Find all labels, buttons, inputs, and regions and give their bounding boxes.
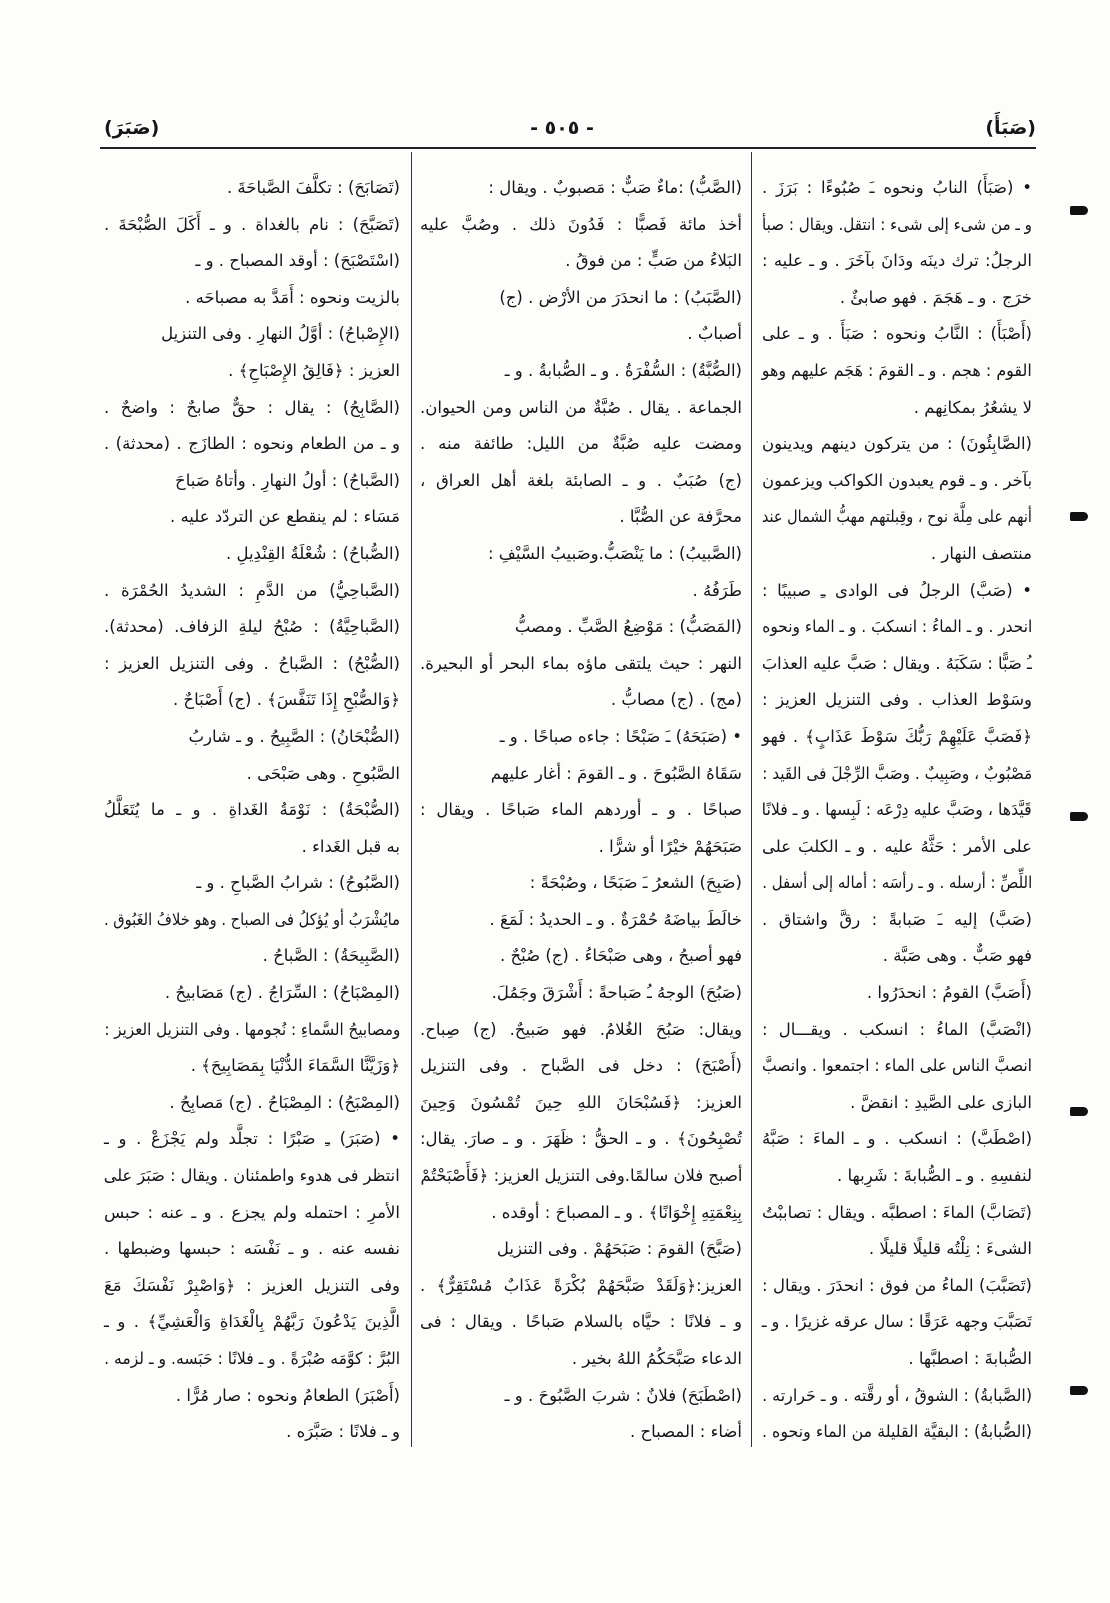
text-line: [420, 975, 742, 1012]
line-text: الصُّبابةَ : اصطبَّها .: [908, 1349, 1032, 1368]
line-text: (الإِصْباحُ) : أوَّلُ النهارِ . وفى التنزيل: [161, 324, 400, 344]
line-text: (أَصْبَأَ) : النَّابُ ونحوه : صَبَأَ . و ـ على: [762, 324, 1032, 344]
line-text: وسَوْط العذاب . وفى التنزيل العزيز :: [762, 690, 1032, 710]
text-line: [762, 829, 1032, 866]
text-line: [420, 1158, 742, 1195]
text-line: [420, 426, 742, 463]
line-text: (الصَّبُوحُ) : شرابُ الصَّباحِ . و ـ: [196, 873, 400, 893]
line-text: (صَبَّ) إليه ـَ صَبابةً : رقَّ واشتاق .: [762, 909, 1032, 929]
line-text: (المَصَبُّ) : مَوْضِعُ الصَّبِّ . ومصبُّ: [514, 617, 742, 637]
text-line: [104, 1231, 400, 1268]
line-text: (ج) صُبَبٌ . و ـ الصابئة بلغة أهل العراق ،: [420, 470, 742, 490]
line-text: بِنِعْمَتِهِ إِخْوَانًا﴾ . و ـ المصباحَ : أوقده .: [491, 1202, 742, 1222]
header-last-entry: (صَبَرَ): [104, 117, 160, 139]
text-line: [762, 1121, 1032, 1158]
text-line: [104, 609, 400, 646]
column-divider: [411, 152, 412, 1447]
text-line: [762, 170, 1032, 207]
line-text: (صَبِحَ) الشعرُ ـَ صَبَحًا ، وصُبْحَةً :: [529, 873, 742, 893]
line-text: (الصَّباحُ) : أولُ النهارِ . وأتاهُ صَباحَ: [175, 470, 400, 490]
text-line: [104, 1195, 400, 1232]
line-text: و ـ من الطعام ونحوه : الطازَج . (محدثة) .: [104, 434, 400, 454]
line-text: ومضت عليه صُبَّةٌ من الليل: طائفة منه .: [420, 434, 742, 454]
text-line: [420, 719, 742, 756]
text-line: [420, 1012, 742, 1049]
text-line: [420, 390, 742, 427]
text-line: [104, 573, 400, 610]
text-line: [104, 1012, 400, 1049]
line-text: البُرَّ : كوَّمَه صُبْرَةً . و ـ فلانًا : حَبَسه. و ـ لزمه .: [104, 1349, 400, 1368]
line-text: على الأمر : حَثَّهُ عليه . و ـ الكلبَ على: [762, 836, 1032, 856]
line-text: سَقَاهُ الصَّبُوحَ . و ـ القومَ : أغار عليهم: [490, 763, 742, 783]
line-text: طَرَفُهُ .: [692, 580, 742, 600]
line-text: تَصَبَّبَ وجهه عَرَقًا : سال عرقه غزيرًا . و ـ: [762, 1312, 1032, 1332]
header-rule: [100, 147, 1036, 149]
line-text: صباحًا . و ـ أوردهم الماء صَباحًا . ويقال :: [420, 800, 742, 820]
text-line: [104, 938, 400, 975]
text-line: [762, 938, 1032, 975]
text-line: [762, 1048, 1032, 1085]
line-text: (اصْطَبَحَ) فلانٌ : شربَ الصَّبُوحَ . و ـ: [504, 1385, 742, 1405]
line-text: الصَّبُوحِ . وهى صَبْحَى .: [246, 763, 400, 783]
text-line: [762, 682, 1032, 719]
text-line: [420, 243, 742, 280]
scan-mark: [1070, 206, 1088, 215]
line-text: خرَج . و ـ هَجَمَ . فهو صابئٌ .: [839, 287, 1032, 307]
text-line: [762, 499, 1032, 536]
text-line: [762, 792, 1032, 829]
text-line: [420, 353, 742, 390]
text-line: [762, 353, 1032, 390]
line-text: (الصَّبابةُ) : الشوقُ ، أو رقَّته . و ـ حَرارته .: [762, 1385, 1032, 1405]
line-text: أخذ مائة فَصبًّا : فَدُونَ ذلك . وصُبَّ عليه: [420, 214, 742, 234]
text-line: [420, 1048, 742, 1085]
text-line: [104, 1304, 400, 1341]
line-text: (أَصْبَرَ) الطعامُ ونحوه : صار مُرًّا .: [175, 1385, 400, 1405]
line-text: • (صَبَحَهُ) ـَ صَبْحًا : جاءه صباحًا . و ـ: [499, 726, 742, 746]
line-text: انحدر . و ـ الماءُ : انسكبَ . و ـ الماء ونحوه: [762, 617, 1032, 637]
line-text: (الصَّباحِيُّ) من الدَّمِ : الشديدُ الحُمْرَة .: [104, 580, 400, 600]
text-line: [420, 646, 742, 683]
text-line: [762, 756, 1032, 793]
line-text: و ـ فلانًا : صَبَّرَه .: [286, 1422, 400, 1442]
text-line: [420, 280, 742, 317]
scan-mark: [1070, 512, 1088, 521]
column-right: [762, 170, 1032, 1451]
line-text: البازى على الصَّيدِ : انقضَّ .: [850, 1092, 1032, 1112]
text-line: [104, 1414, 400, 1451]
line-text: الَّذِينَ يَدْعُونَ رَبَّهُمْ بِالْغَدَاةِ وَالْعَشِيِّ﴾ . و ـ: [104, 1312, 400, 1332]
line-text: مايُشْرَبُ أو يُؤكلُ فى الصباح . وهو خلافُ الغَبُوق .: [104, 909, 400, 929]
text-line: [420, 463, 742, 500]
line-text: ﴿وَزَيَّنَّا السَّمَاءَ الدُّنْيَا بِمَصَابِيحَ﴾ .: [190, 1056, 400, 1076]
text-line: [420, 536, 742, 573]
line-text: ﴿وَالصُّبْحِ إِذَا تَنَفَّسَ﴾ . (ج) أَصْبَاحٌ .: [172, 690, 400, 710]
text-line: [762, 280, 1032, 317]
line-text: (انْصَبَّ) الماءُ : انسكب . ويقـــال :: [762, 1019, 1032, 1039]
text-line: [762, 390, 1032, 427]
text-line: [420, 1304, 742, 1341]
line-text: (صَبَّحَ) القومَ : صَبَحَهُمْ . وفى التنزيل: [496, 1239, 742, 1259]
line-text: العزيز: ﴿فَسُبْحَانَ اللهِ حِينَ تُمْسُونَ وَحِينَ: [420, 1092, 742, 1112]
text-line: [420, 316, 742, 353]
line-text: بآخر . و ـ قوم يعبدون الكواكب ويزعمون: [762, 470, 1032, 490]
line-text: وفى التنزيل العزيز : ﴿وَاصْبِرْ نَفْسَكَ مَعَ: [104, 1275, 400, 1295]
text-line: [762, 316, 1032, 353]
text-line: [420, 207, 742, 244]
line-text: أنهم على مِلَّة نوح ، وقِبلتهم مهبُّ الشمال عند: [762, 507, 1032, 527]
line-text: ومصابيحُ السَّماءِ : نُجومها . وفى التنزيل العزيز :: [104, 1019, 400, 1039]
text-line: [420, 170, 742, 207]
text-line: [104, 353, 400, 390]
line-text: (مج) . (ج) مصابُّ .: [610, 690, 742, 710]
line-text: أضاء : المصباح .: [629, 1422, 742, 1442]
line-text: منتصف النهار .: [930, 543, 1032, 563]
line-text: (الصَّابِئُونَ) : من يتركون دينهم ويدينون: [762, 434, 1032, 454]
text-line: [762, 1012, 1032, 1049]
text-line: [104, 902, 400, 939]
text-line: [420, 682, 742, 719]
line-text: محرَّفة عن الصُّبَّا .: [619, 507, 742, 527]
line-text: تُصْبِحُونَ﴾ . و ـ الحقُّ : ظَهَرَ . و ـ صارَ. يقال:: [420, 1129, 742, 1149]
text-line: [420, 902, 742, 939]
line-text: و ـ فلانًا : حيَّاه بالسلام صَباحًا . ويقال : فى: [420, 1312, 742, 1332]
text-line: [104, 280, 400, 317]
text-line: [420, 1121, 742, 1158]
text-line: [420, 1085, 742, 1122]
text-line: [104, 426, 400, 463]
text-line: [762, 719, 1032, 756]
text-line: [420, 792, 742, 829]
line-text: (تَصَابَحَ) : تكلَّفَ الصَّباحَةَ .: [226, 178, 400, 197]
line-text: • (صَبَّ) الرجلُ فى الوادى ـِ صبيبًا :: [762, 580, 1032, 600]
line-text: و ـ من شىء إلى شىء : انتقل. ويقال : صبأ: [762, 214, 1032, 234]
line-text: (الصُّباحُ) : شُعْلَةُ القِنْدِيلِ .: [225, 543, 400, 563]
line-text: (اصْطَبَّ) : انسكب . و ـ الماءَ : صَبَّهُ: [762, 1129, 1032, 1149]
text-line: [420, 1268, 742, 1305]
text-line: [104, 756, 400, 793]
line-text: (الصَّبيبُ) : ما يَنْصَبُّ.وصَبيبُ السَّيْفِ :: [487, 543, 742, 563]
text-line: [762, 1195, 1032, 1232]
line-text: بالزيت ونحوه : أَمَدَّ به مصباحَه .: [185, 287, 400, 307]
text-line: [762, 646, 1032, 683]
line-text: فهو أصبحُ ، وهى صَبْحَاءُ . (ج) صُبْحٌ .: [499, 946, 742, 966]
line-text: (صَبُحَ) الوجهُ ـُ صَباحةً : أَشْرَقَ وجَمُلَ.: [491, 983, 742, 1003]
line-text: (الصَّباحِيَّةُ) : صُبْحُ ليلةِ الزفاف. (محدثة).: [104, 617, 400, 637]
line-text: أصبابٌ .: [687, 324, 742, 344]
text-line: [420, 1195, 742, 1232]
text-line: [762, 463, 1032, 500]
line-text: (الصُّبْحَةُ) : نَوْمَةُ الغَداةِ . و ـ ما يُتَعَلَّلُ: [104, 800, 400, 820]
line-text: (تَصَبَّبَ) الماءُ من فوق : انحدَرَ . ويقال :: [762, 1275, 1032, 1295]
page-number: - ٥٠٥ -: [530, 117, 594, 139]
text-line: [104, 390, 400, 427]
line-text: ويقال: صَبُحَ الغُلامُ. فهو صَبيحٌ. (ج) صِباح.: [420, 1019, 742, 1039]
line-text: الأمرِ : احتمله ولم يجزع . و ـ عنه : حبس: [104, 1202, 400, 1222]
line-text: (الصَّابِحُ) : يقال : حقٌّ صابحٌ : واضحٌ .: [104, 397, 400, 417]
line-text: • (صَبَأَ) النابُ ونحوه ـَ صُبُوءًا : بَرَزَ .: [762, 178, 1032, 197]
line-text: (أَصَبَّ) القومُ : انحدَرُوا .: [866, 983, 1032, 1003]
text-line: [762, 1158, 1032, 1195]
text-line: [762, 1085, 1032, 1122]
header-first-entry: (صَبَأَ): [985, 117, 1036, 139]
line-text: ـُ صَبًّا : سَكَبَهُ . ويقال : صَبَّ عليه العذابَ: [762, 653, 1032, 673]
line-text: لا يشعُرُ بمكانِهم .: [913, 397, 1032, 417]
scan-mark: [1070, 1386, 1088, 1395]
text-line: [104, 1341, 400, 1378]
line-text: به قبل الغَداء .: [301, 836, 400, 856]
text-line: [104, 1048, 400, 1085]
text-line: [762, 902, 1032, 939]
line-text: ﴿فَصَبَّ عَلَيْهِمْ رَبُّكَ سَوْطَ عَذَابٍ﴾ . فهو: [762, 726, 1032, 746]
line-text: البَلاءُ من صَبٍّ : من فوقُ .: [565, 251, 742, 271]
text-line: [104, 463, 400, 500]
text-line: [420, 829, 742, 866]
text-line: [420, 865, 742, 902]
text-line: [104, 499, 400, 536]
line-text: قَيَّدَها ، وصَبَّ عليه دِرْعَه : لَبِسها . و ـ فلانًا: [762, 800, 1032, 820]
text-line: [762, 975, 1032, 1012]
text-line: [104, 1158, 400, 1195]
line-text: الجماعة . يقال . صُبَّةٌ من الناس ومن الحيوان.: [420, 397, 742, 417]
text-line: [762, 243, 1032, 280]
line-text: (الصَّبُّ) :ماءٌ صَبٌّ : مَصبوبٌ . ويقال :: [488, 178, 742, 197]
text-line: [762, 1341, 1032, 1378]
text-line: [762, 1231, 1032, 1268]
line-text: العزيز : ﴿فَالِقُ الإِصْبَاحِ﴾ .: [228, 360, 400, 380]
line-text: النهر : حيث يلتقى ماؤه بماء البحر أو البحيرة.: [420, 653, 742, 673]
text-line: [104, 1268, 400, 1305]
text-line: [762, 1268, 1032, 1305]
line-text: (الصَّبِيحَةُ) : الصَّباحُ .: [262, 946, 400, 966]
line-text: مَصْبُوبٌ ، وصَبِيبٌ . وصَبَّ الرِّجْلَ فى القَيد :: [762, 763, 1032, 783]
text-line: [104, 646, 400, 683]
line-text: أصبح فلان سالمًا.وفى التنزيل العزيز: ﴿فَأَصْبَحْتُمْ: [420, 1166, 742, 1186]
text-line: [762, 1304, 1032, 1341]
text-line: [104, 829, 400, 866]
text-line: [420, 1414, 742, 1451]
line-text: انصبَّ الناس على الماء : اجتمعوا . وانصبَّ: [762, 1056, 1032, 1076]
text-line: [420, 938, 742, 975]
line-text: • (صَبَرَ) ـِ صَبْرًا : تجلَّد ولم يَجْزَعْ . و ـ: [104, 1129, 400, 1149]
line-text: صَبَحَهُمْ خيْرًا أو شرًّا .: [598, 836, 742, 856]
line-text: (تَصَبَّحَ) : نام بالغداة . و ـ أَكَلَ الصُّبْحَةَ .: [104, 214, 400, 234]
text-line: [104, 207, 400, 244]
text-line: [762, 573, 1032, 610]
text-line: [420, 573, 742, 610]
line-text: (المِصْبَحُ) : المِصْبَاحُ . (ج) مَصابِحُ .: [169, 1092, 400, 1112]
line-text: (الصُّبابةُ) : البقيَّة القليلة من الماء ونحوه .: [762, 1422, 1032, 1442]
line-text: (الصَّبَبُ) : ما انحدَرَ من الأرْض . (ج): [499, 287, 742, 307]
text-line: [420, 499, 742, 536]
text-line: [762, 1414, 1032, 1451]
line-text: لنفسِهِ . و ـ الصُّبابةَ : شَرِبها .: [836, 1166, 1032, 1186]
scan-mark: [1070, 812, 1088, 821]
text-line: [762, 609, 1032, 646]
text-line: [762, 1378, 1032, 1415]
text-line: [104, 719, 400, 756]
text-line: [420, 609, 742, 646]
line-text: الرجلُ: ترك دينَه ودَانَ بآخَرَ . و ـ عليه :: [762, 251, 1032, 271]
text-line: [104, 682, 400, 719]
text-line: [762, 865, 1032, 902]
text-line: [104, 536, 400, 573]
line-text: (الصُّبْحُ) : الصَّباحُ . وفى التنزيل العزيز :: [104, 653, 400, 673]
line-text: (أَصْبَحَ) : دخل فى الصَّباح . وفى التنزيل: [420, 1056, 742, 1076]
text-line: [762, 536, 1032, 573]
text-line: [104, 865, 400, 902]
text-line: [104, 170, 400, 207]
line-text: (الصُّبَّةُ) : السُّفْرَةُ . و ـ الصُّبابةُ . و ـ: [504, 360, 742, 380]
text-line: [420, 756, 742, 793]
text-line: [762, 426, 1032, 463]
line-text: خالَطَ بياضَهُ حُمْرَةٌ . و ـ الحديدُ : لَمَعَ .: [489, 909, 742, 929]
line-text: الدعاء صَبَّحَكُمُ اللهُ بخير .: [571, 1349, 742, 1368]
line-text: العزيز:﴿وَلَقَدْ صَبَّحَهُمْ بُكْرَةً عَذَابٌ مُسْتَقِرٌّ﴾ .: [420, 1275, 742, 1295]
line-text: (تَصَابَّ) الماءَ : اصطبَّه . ويقال : تصاببْتُ: [762, 1202, 1032, 1222]
text-line: [104, 1121, 400, 1158]
line-text: (اسْتَصْبَحَ) : أوقد المصباح . و ـ: [195, 251, 400, 271]
column-left: [104, 170, 400, 1451]
scan-mark: [1070, 1107, 1088, 1116]
line-text: (الصُّبْحَانُ) : الصَّبِيحُ . و ـ شاربُ: [188, 726, 400, 746]
text-line: [104, 975, 400, 1012]
line-text: الشىءَ : نِلْتُه قليلًا قليلًا .: [868, 1239, 1032, 1259]
line-text: انتظر فى هدوء واطمئنان . ويقال : صَبَرَ على: [104, 1166, 400, 1186]
text-line: [104, 792, 400, 829]
text-line: [104, 1085, 400, 1122]
line-text: اللِّصِّ : أرسله . و ـ رأسَه : أماله إلى أسفل .: [762, 873, 1032, 893]
line-text: (المِصْبَاحُ) : السِّرَاجُ . (ج) مَصَابيحُ .: [164, 983, 400, 1003]
text-line: [104, 1378, 400, 1415]
text-line: [420, 1341, 742, 1378]
text-line: [420, 1231, 742, 1268]
line-text: القوم : هجم . و ـ القومَ : هَجَم عليهم وهو: [762, 360, 1032, 380]
line-text: فهو صَبٌّ . وهى صَبَّة .: [882, 946, 1032, 966]
column-middle: [420, 170, 742, 1451]
text-line: [420, 1378, 742, 1415]
text-line: [104, 316, 400, 353]
line-text: نفسه عنه . و ـ نَفْسَه : حبسها وضبطها .: [104, 1239, 400, 1259]
text-line: [104, 243, 400, 280]
text-line: [762, 207, 1032, 244]
line-text: مَسَاء : لم ينقطع عن التردّد عليه .: [169, 507, 400, 527]
